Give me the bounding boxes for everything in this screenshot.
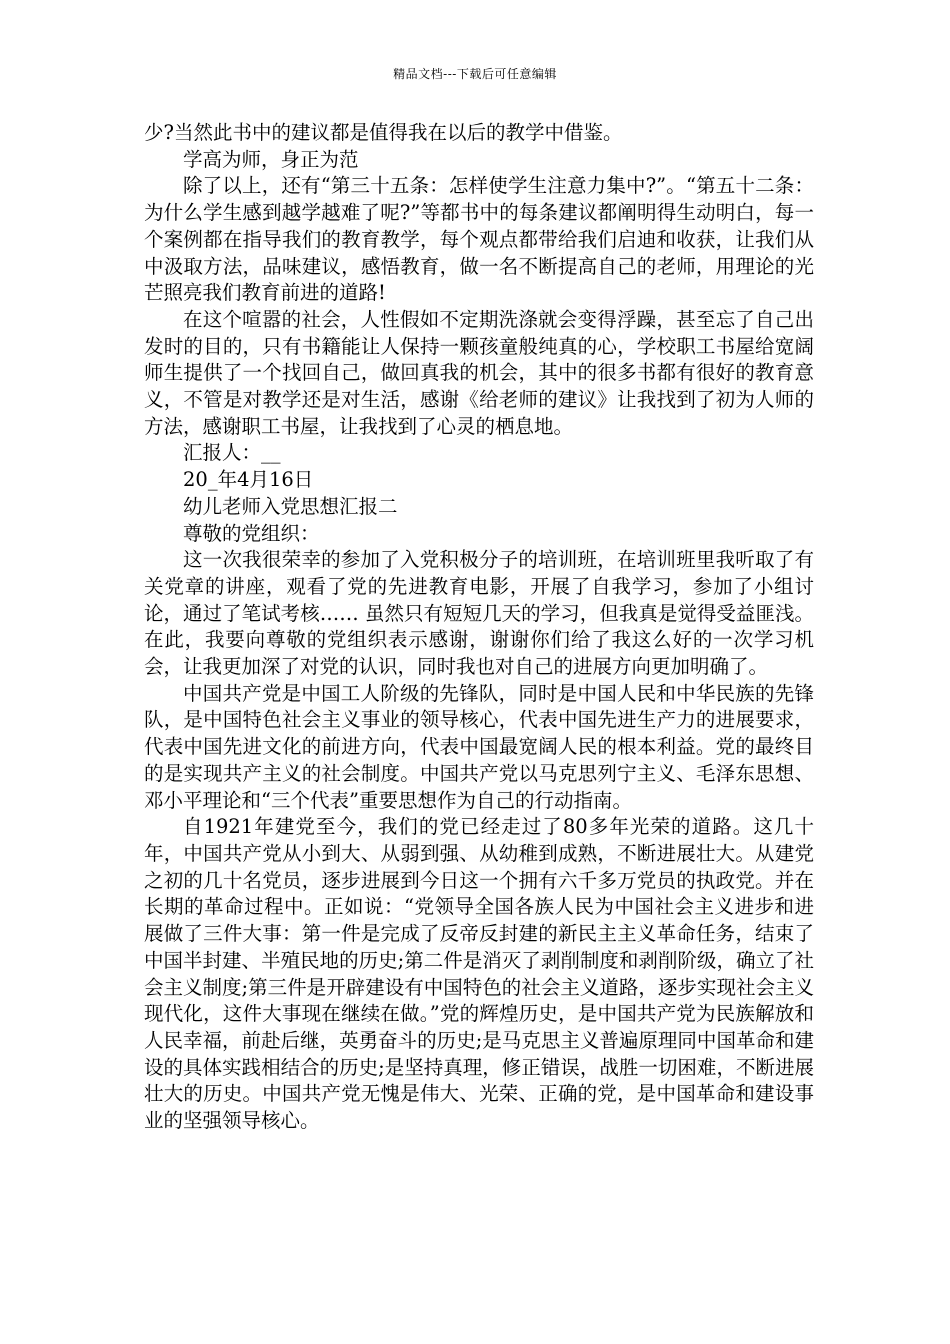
paragraph: 自1921年建党至今，我们的党已经走过了80多年光荣的道路。这几十年，中国共产党从小到大、从弱到强、从幼稚到成熟，不断进展壮大。从建党之初的几十名党员，逐步进展到今日这一个拥有六千多万党员的执政党。并在长期的革命过程中。正如说：“党领导全国各族人民为中国社会主义进步和进展做了三件大事：第一件是完成了反帝反封建的新民主主义革命任务，结束了中国半封建、半殖民地的历史;第二件是消灭了剥削制度和剥削阶级，确立了社会主义制度;第三件是开辟建设有中国特色的社会主义道路，逐步实现社会主义现代化，这件大事现在继续在做。”党的辉煌历史，是中国共产党为民族解放和人民幸福，前赴后继，英勇奋斗的历史;是马克思主义普遍原理同中国革命和建设的具体实践相结合的历史;是坚持真理，修正错误，战胜一切困难，不断进展壮大的历史。中国共产党无愧是伟大、光荣、正确的党，是中国革命和建设事业的坚强领导核心。 — [144, 815, 814, 1133]
date-line: 20_年4月16日 — [183, 468, 314, 492]
paragraph: 学高为师，身正为范 — [183, 147, 359, 171]
paragraph: 在这个喧嚣的社会，人性假如不定期洗涤就会变得浮躁，甚至忘了自己出发时的目的，只有书籍能让人保持一颗孩童般纯真的心，学校职工书屋给宽阔师生提供了一个找回自己，做回真我的机会，其中的很多书都有很好的教育意义，不管是对教学还是对生活，感谢《给老师的建议》让我找到了初为人师的方法，感谢职工书屋，让我找到了心灵的栖息地。 — [144, 307, 814, 438]
salutation: 尊敬的党组织： — [183, 521, 320, 545]
section-title: 幼儿老师入党思想汇报二 — [183, 494, 398, 518]
paragraph: 除了以上，还有“第三十五条：怎样使学生注意力集中?”。“第五十二条：为什么学生感到越学越难了呢?”等都书中的每条建议都阐明得生动明白，每一个案例都在指导我们的教育教学，每个观点都带给我们启迪和收获，让我们从中汲取方法，品味建议，感悟教育，做一名不断提高自己的老师，用理论的光芒照亮我们教育前进的道路! — [144, 174, 814, 305]
document-body — [144, 120, 814, 1135]
reporter-line: 汇报人：__ — [183, 441, 281, 465]
paragraph: 中国共产党是中国工人阶级的先锋队，同时是中国人民和中华民族的先锋队，是中国特色社会主义事业的领导核心，代表中国先进生产力的进展要求，代表中国先进文化的前进方向，代表中国最宽阔人民的根本利益。党的最终目的是实现共产主义的社会制度。中国共产党以马克思列宁主义、毛泽东思想、邓小平理论和“三个代表”重要思想作为自己的行动指南。 — [144, 681, 814, 812]
page-header: 精品文档---下载后可任意编辑 — [393, 67, 557, 81]
paragraph: 少?当然此书中的建议都是值得我在以后的教学中借鉴。 — [144, 121, 623, 144]
paragraph: 这一次我很荣幸的参加了入党积极分子的培训班，在培训班里我听取了有关党章的讲座，观看了党的先进教育电影，开展了自我学习，参加了小组讨论，通过了笔试考核…… 虽然只有短短几天的学习，但我真是觉得受益匪浅。在此，我要向尊敬的党组织表示感谢，谢谢你们给了我这么好的一次学习机会，让我更加深了对党的认识，同时我也对自己的进展方向更加明确了。 — [144, 548, 814, 679]
